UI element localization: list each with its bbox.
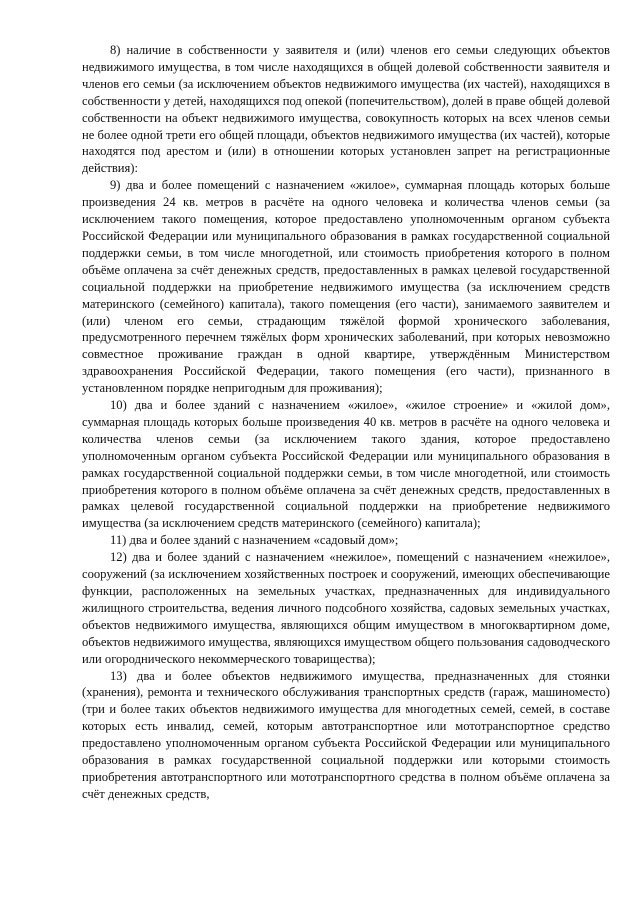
paragraph-item-13: 13) два и более объектов недвижимого имущества, предназначенных для стоянки (хранения), ремонта и технического обслуживания транспортных средств (гараж, машиноместо) (три и более таких объектов недвижимого имущества для многодетных семей, семей, в составе которых есть инвалид, семей, которым автотранспортное или мототранспортное средство предоставлено уполномоченным органом субъекта Российской Федерации или муниципального образования в рамках государственной социальной поддержки или которыми стоимость приобретения автотранспортного или мототранспортного средства в полном объёме оплачена за счёт денежных средств, (82, 668, 610, 801)
paragraph-item-12: 12) два и более зданий с назначением «нежилое», помещений с назначением «нежилое», сооружений (за исключением хозяйственных построек и сооружений, имеющих обеспечивающие функции, расположенных на земельных участках, предназначенных для индивидуального жилищного строительства, ведения личного подсобного хозяйства, садовых земельных участках, объектов недвижимого имущества, являющихся общим имуществом в многоквартирном доме, объектов недвижимого имущества, являющихся имуществом общего пользования садоводческого или огороднического некоммерческого товарищества); (82, 550, 610, 666)
paragraph-item-9: 9) два и более помещений с назначением «жилое», суммарная площадь которых больше произведения 24 кв. метров в расчёте на одного человека и количества членов семьи (за исключением такого помещения, которое предоставлено уполномоченным органом субъекта Российской Федерации или муниципального образования в рамках государственной социальной поддержки семьи, в том числе многодетной, или стоимость приобретения которого в полном объёме оплачена за счёт денежных средств, предоставленных в рамках целевой государственной социальной поддержки на приобретение недвижимого имущества (за исключением средств материнского (семейного) капитала), такого помещения (его части), занимаемого заявителем и (или) членом его семьи, страдающим тяжёлой формой хронического заболевания, предусмотренного перечнем тяжёлых форм хронических заболеваний, при которых невозможно совместное проживание граждан в одной квартире, утверждённым Министерством здравоохранения Российской Федерации, такого помещения (его части), признанного в установленном порядке непригодным для проживания); (82, 178, 610, 396)
paragraph-item-10: 10) два и более зданий с назначением «жилое», «жилое строение» и «жилой дом», суммарная площадь которых больше произведения 40 кв. метров в расчёте на одного человека и количества членов семьи (за исключением такого здания, которое предоставлено уполномоченным органом субъекта Российской Федерации или муниципального образования в рамках государственной социальной поддержки семьи, в том числе многодетной, или стоимость приобретения которого в полном объёме оплачена за счёт денежных средств, предоставленных в рамках целевой государственной социальной поддержки на приобретение недвижимого имущества (за исключением средств материнского (семейного) капитала); (82, 398, 610, 531)
paragraph-item-8: 8) наличие в собственности у заявителя и (или) членов его семьи следующих объектов недвижимого имущества, в том числе находящихся в общей долевой собственности заявителя и членов его семьи (за исключением объектов недвижимого имущества (их частей), находящихся в собственности у детей, находящихся под опекой (попечительством), долей в праве общей долевой собственности на объект недвижимого имущества, совокупность которых на всех членов семьи не более одной трети его общей площади, объектов недвижимого имущества (их частей), которые находятся под арестом и (или) в отношении которых установлен запрет на регистрационные действия): (82, 43, 610, 176)
paragraph-item-11: 11) два и более зданий с назначением «садовый дом»; (110, 533, 399, 548)
